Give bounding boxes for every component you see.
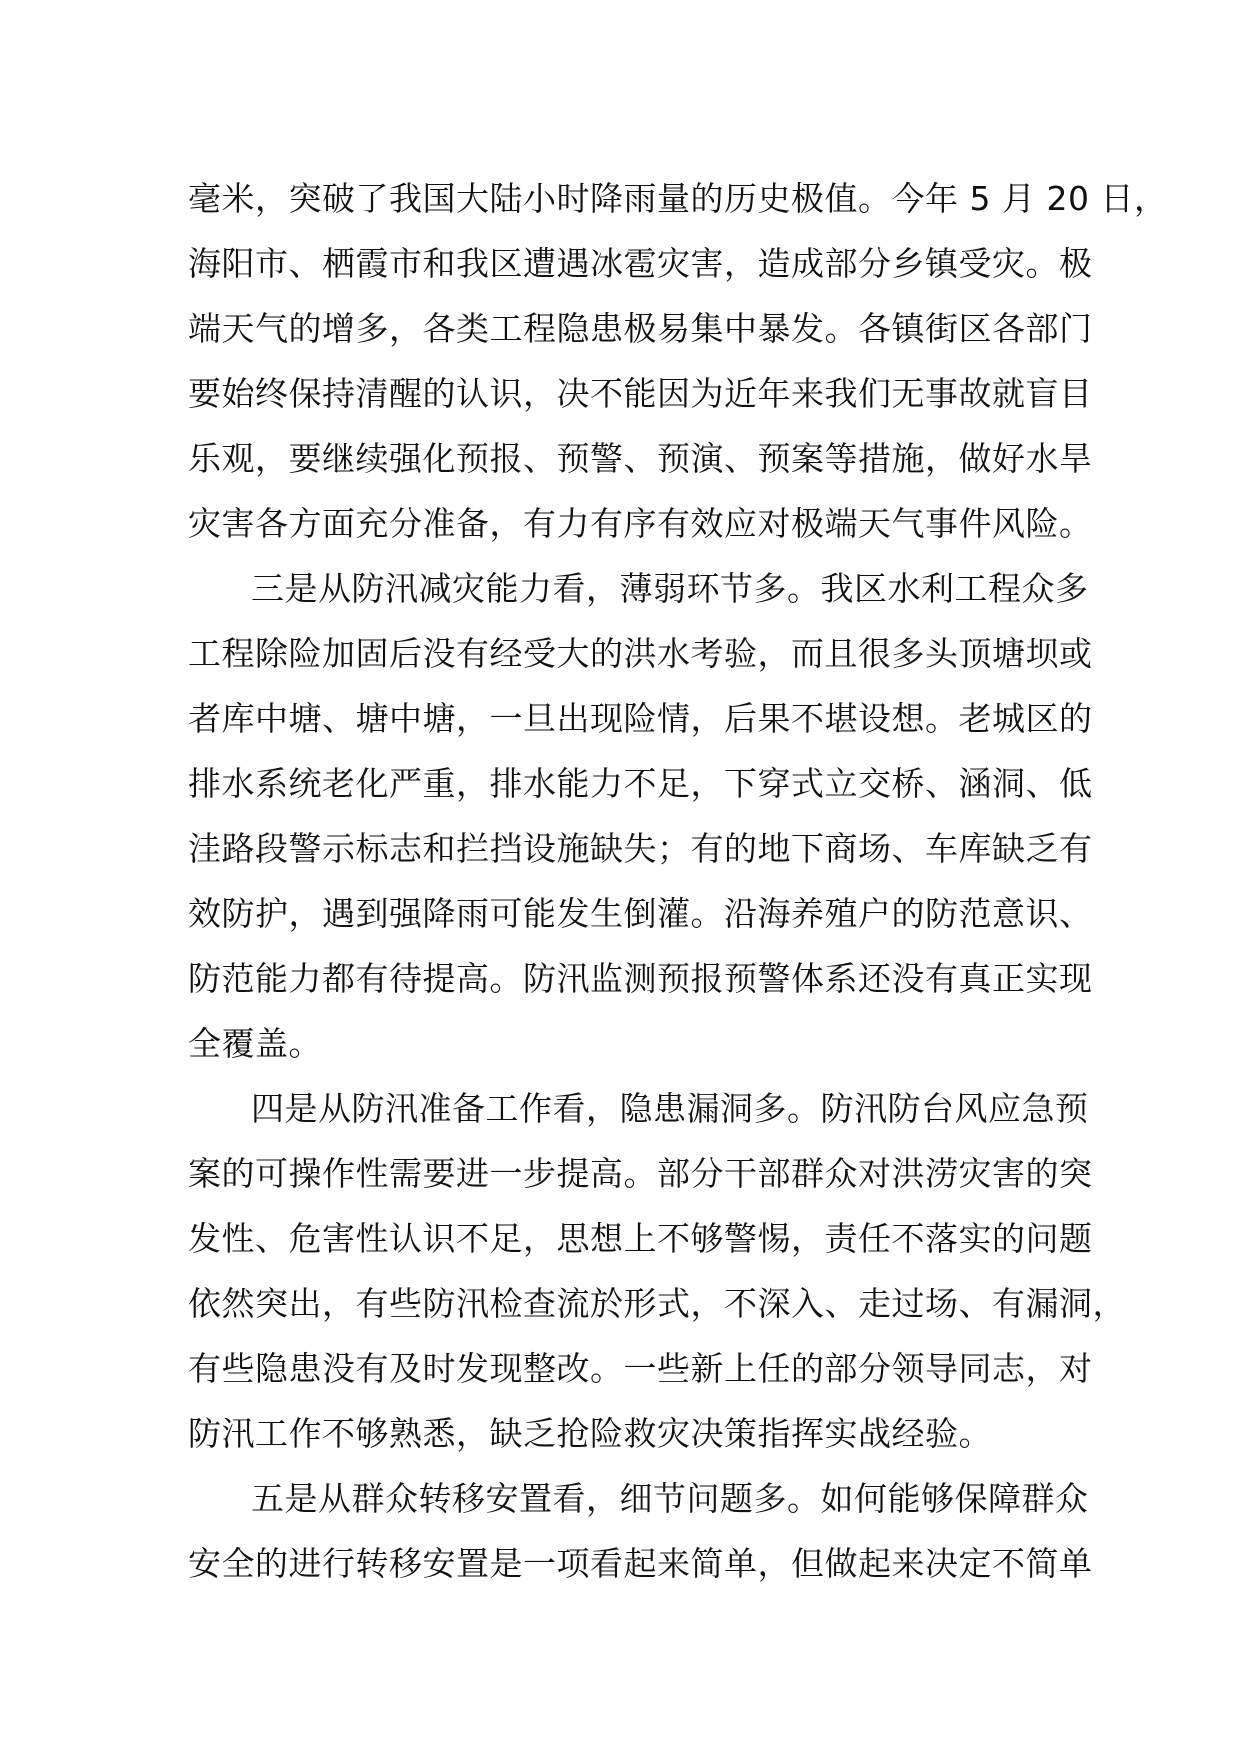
text-line: 防范能力都有待提高。防汛监测预报预警体系还没有真正实现 — [188, 959, 1093, 998]
text-line: 发性、危害性认识不足，思想上不够警惕，责任不落实的问题 — [188, 1219, 1093, 1258]
paragraph-first-line: 五是从群众转移安置看，细节问题多。如何能够保障群众 — [251, 1479, 1089, 1518]
paragraph-first-line: 三是从防汛减灾能力看，薄弱环节多。我区水利工程众多 — [251, 569, 1089, 608]
text-line: 洼路段警示标志和拦挡设施缺失；有的地下商场、车库缺乏有 — [188, 829, 1093, 868]
text-line: 案的可操作性需要进一步提高。部分干部群众对洪涝灾害的突 — [188, 1154, 1093, 1193]
text-line: 防汛工作不够熟悉，缺乏抢险救灾决策指挥实战经验。 — [188, 1414, 992, 1453]
text-line: 排水系统老化严重，排水能力不足，下穿式立交桥、涵洞、低 — [188, 764, 1093, 803]
text-line: 有些隐患没有及时发现整改。一些新上任的部分领导同志，对 — [188, 1349, 1093, 1388]
paragraph-first-line: 四是从防汛准备工作看，隐患漏洞多。防汛防台风应急预 — [251, 1089, 1089, 1128]
text-line: 者库中塘、塘中塘，一旦出现险情，后果不堪设想。老城区的 — [188, 699, 1093, 738]
text-line: 端天气的增多，各类工程隐患极易集中暴发。各镇街区各部门 — [188, 309, 1093, 348]
text-line: 海阳市、栖霞市和我区遭遇冰雹灾害，造成部分乡镇受灾。极 — [188, 244, 1093, 283]
text-line: 毫米，突破了我国大陆小时降雨量的历史极值。今年 5 月 20 日， — [188, 179, 1168, 218]
text-line: 要始终保持清醒的认识，决不能因为近年来我们无事故就盲目 — [188, 374, 1093, 413]
text-line: 灾害各方面充分准备，有力有序有效应对极端天气事件风险。 — [188, 504, 1093, 543]
text-line: 安全的进行转移安置是一项看起来简单，但做起来决定不简单 — [188, 1544, 1093, 1583]
document-body — [188, 166, 1168, 1596]
text-line: 效防护，遇到强降雨可能发生倒灌。沿海养殖户的防范意识、 — [188, 894, 1093, 933]
text-line: 全覆盖。 — [188, 1024, 322, 1063]
text-line: 工程除险加固后没有经受大的洪水考验，而且很多头顶塘坝或 — [188, 634, 1093, 673]
text-line: 乐观，要继续强化预报、预警、预演、预案等措施，做好水旱 — [188, 439, 1093, 478]
text-line: 依然突出，有些防汛检查流於形式，不深入、走过场、有漏洞， — [188, 1284, 1126, 1323]
